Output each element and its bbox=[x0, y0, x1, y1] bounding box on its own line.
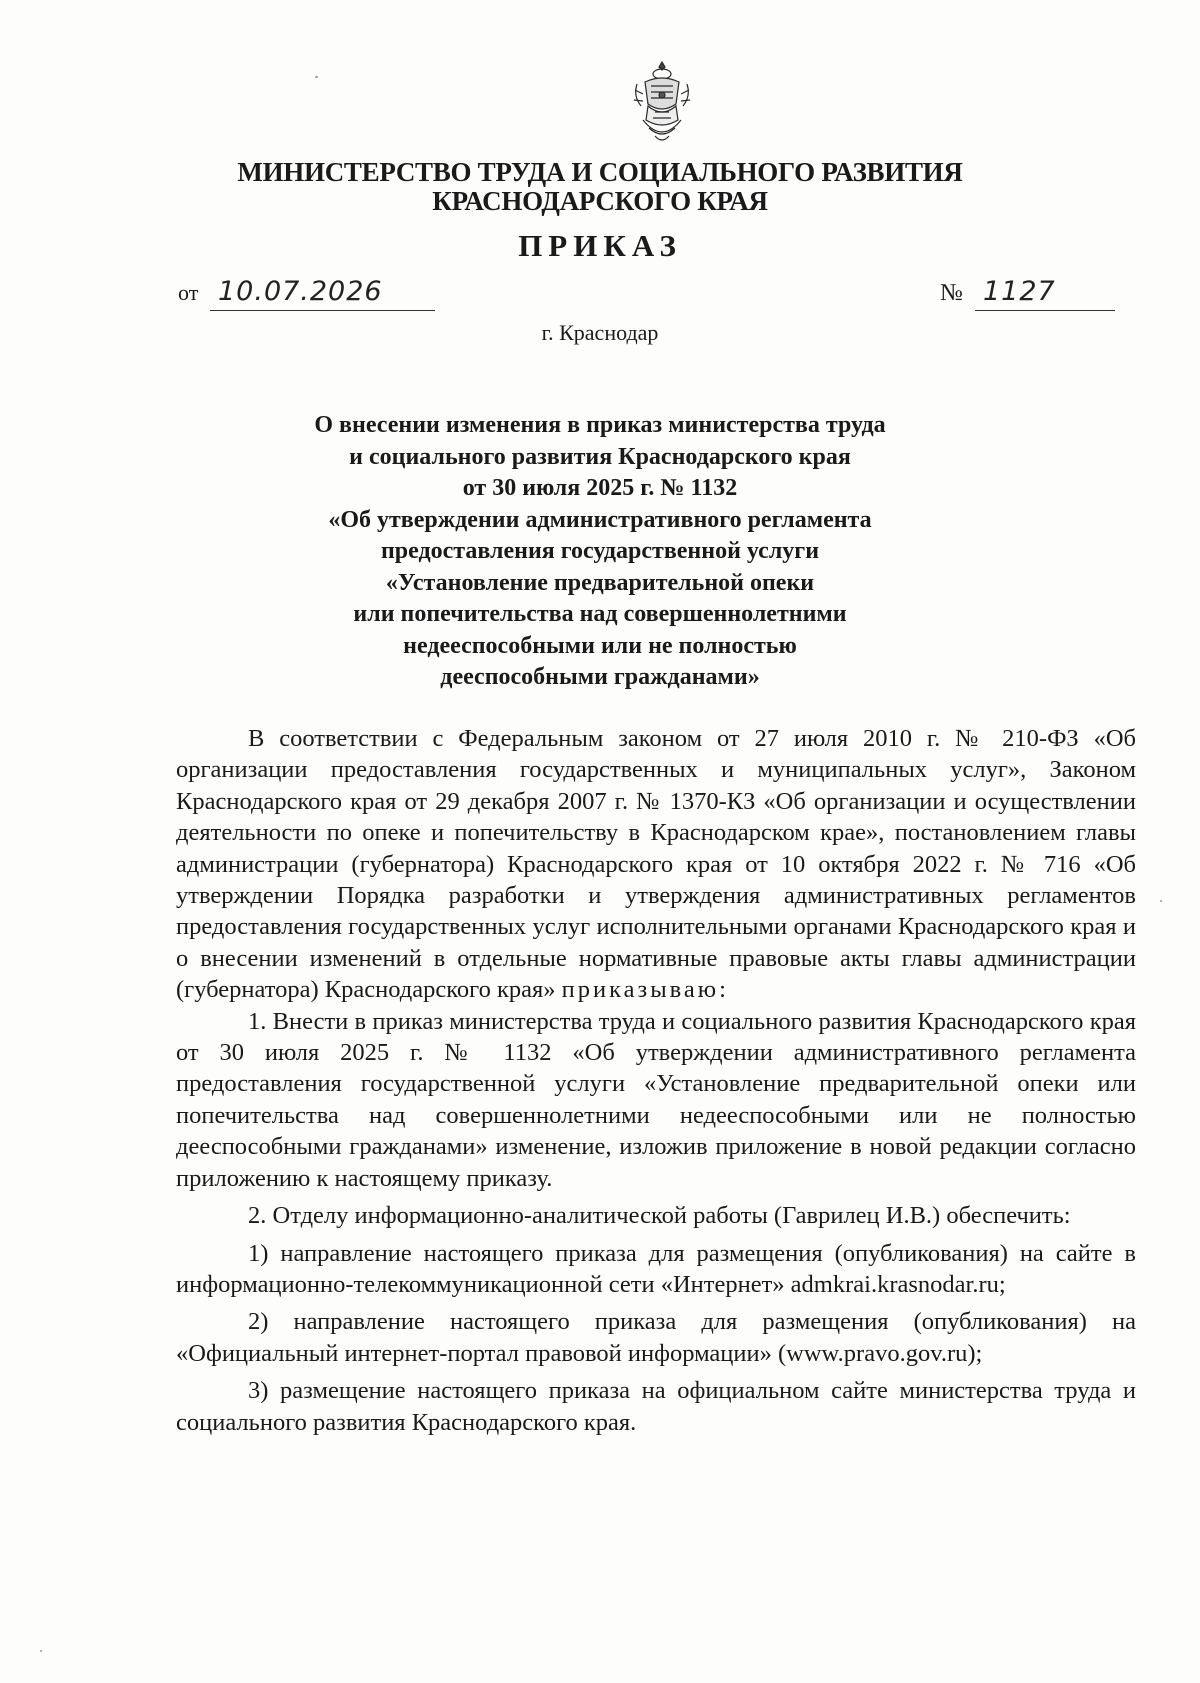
document-type-title: ПРИКАЗ bbox=[518, 228, 682, 263]
title-line: и социального развития Краснодарского края bbox=[349, 443, 851, 470]
item-1-paragraph: 1. Внести в приказ министерства труда и социального развития Краснодарского края от 30 июля 2025 г. № 1132 «Об утверждении административного регламента предоставления государственной услуги «Установление предварительной опеки или попечительства над совершеннолетними недееспособными или не полностью дееспособными гражданами» изменение, изложив приложение в новой редакции согласно приложению к настоящему приказу. bbox=[176, 1007, 1136, 1192]
item-2-2-paragraph: 2) направление настоящего приказа для размещения (опубликования) на «Официальный интернет-портал правовой информации» (www.pravo.gov.ru); bbox=[176, 1308, 1136, 1367]
title-line: «Об утверждении административного регламента bbox=[328, 506, 872, 533]
handwritten-number: 1127 bbox=[983, 276, 1056, 307]
order-title bbox=[200, 410, 1000, 694]
title-line: дееспособными гражданами» bbox=[440, 664, 760, 690]
scan-speck bbox=[315, 76, 318, 78]
order-body bbox=[176, 723, 1136, 1438]
number-label: № bbox=[940, 280, 963, 306]
item-2-paragraph: 2. Отделу информационно-аналитической работы (Гаврилец И.В.) обеспечить: bbox=[248, 1202, 1071, 1230]
handwritten-date: 10.07.2026 bbox=[218, 276, 383, 307]
item-2-3-paragraph: 3) размещение настоящего приказа на официальном сайте министерства труда и социального развития Краснодарского края. bbox=[176, 1377, 1136, 1436]
title-line: от 30 июля 2025 г. № 1132 bbox=[462, 475, 738, 501]
date-underline bbox=[210, 310, 435, 311]
ministry-name-line2: КРАСНОДАРСКОГО КРАЯ bbox=[432, 186, 768, 216]
title-line: недееспособными или не полностью bbox=[403, 632, 797, 659]
number-underline bbox=[975, 310, 1115, 311]
ministry-name-line1: МИНИСТЕРСТВО ТРУДА И СОЦИАЛЬНОГО РАЗВИТИЯ bbox=[237, 157, 963, 187]
order-word: приказываю: bbox=[561, 976, 729, 1004]
preamble-text: В соответствии с Федеральным законом от 27 июля 2010 г. № 210-ФЗ «Об организации предоставления государственных и муниципальных услуг», Законом Краснодарского края от 29 декабря 2007 г. № 1370-КЗ «Об организации и осуществлении деятельности по опеке и попечительству в Краснодарском крае», постановлением главы администрации (губернатора) Краснодарского края от 10 октября 2022 г. № 716 «Об утверждении Порядка разработки и утверждения административных регламентов предоставления государственных услуг исполнительными органами Краснодарского края и о внесении изменений в отдельные нормативные правовые акты главы администрации (губернатора) Краснодарского края» bbox=[176, 725, 1136, 1004]
scan-speck bbox=[1160, 900, 1162, 902]
date-label: от bbox=[178, 280, 199, 305]
title-line: предоставления государственной услуги bbox=[380, 538, 820, 564]
coat-of-arms-emblem bbox=[631, 60, 693, 146]
title-line: или попечительства над совершеннолетними bbox=[353, 601, 847, 627]
title-line: «Установление предварительной опеки bbox=[385, 569, 815, 596]
city-name: г. Краснодар bbox=[541, 320, 659, 345]
preamble-paragraph bbox=[176, 723, 1136, 1006]
title-line: О внесении изменения в приказ министерства труда bbox=[314, 412, 886, 438]
item-2-1-paragraph: 1) направление настоящего приказа для размещения (опубликования) на сайте в информационно-телекоммуникационной сети «Интернет» admkrai.krasnodar.ru; bbox=[176, 1239, 1136, 1298]
scan-speck bbox=[40, 1650, 42, 1652]
